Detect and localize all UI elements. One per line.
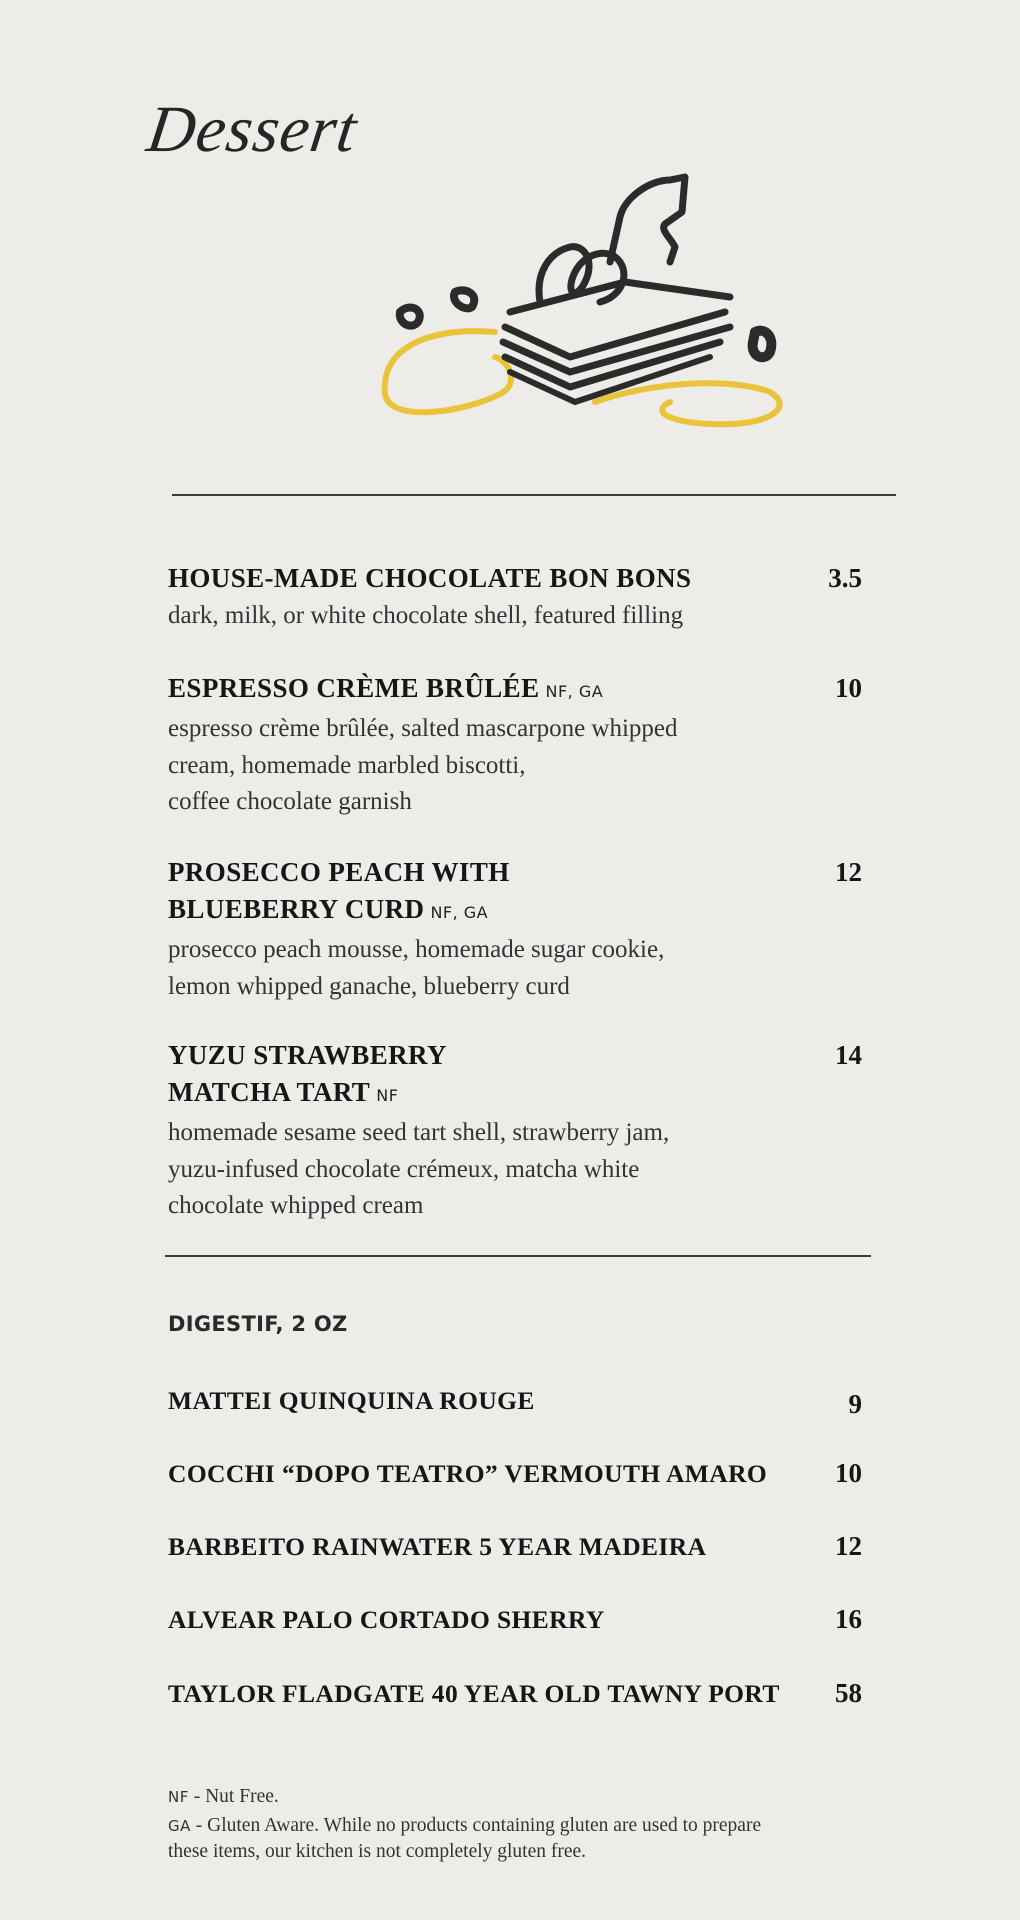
menu-item <box>168 560 862 635</box>
drink-name: ALVEAR PALO CORTADO SHERRY <box>168 1605 605 1634</box>
drink-item <box>168 1601 862 1638</box>
item-description: espresso crème brûlée, salted mascarpone whipped cream, homemade marbled biscotti, coffee chocolate garnish <box>168 715 678 815</box>
dietary-tags: NF <box>376 1086 399 1105</box>
drink-name: COCCHI “DOPO TEATRO” VERMOUTH AMARO <box>168 1459 768 1488</box>
drink-item <box>168 1528 862 1565</box>
drink-price: 12 <box>835 1531 862 1561</box>
item-price: 14 <box>835 1040 862 1070</box>
drink-name: TAYLOR FLADGATE 40 YEAR OLD TAWNY PORT <box>168 1679 780 1708</box>
footnote-nut-free: NF - Nut Free. <box>168 1786 279 1807</box>
menu-item <box>168 670 862 821</box>
item-description: homemade sesame seed tart shell, strawberry jam, yuzu-infused chocolate crémeux, matcha white chocolate whipped cream <box>168 1119 670 1219</box>
item-description: dark, milk, or white chocolate shell, featured filling <box>168 602 684 629</box>
divider-top <box>172 494 896 496</box>
drink-item <box>168 1455 862 1492</box>
drink-item <box>168 1675 862 1712</box>
dessert-cake-sketch-icon <box>370 162 800 442</box>
drink-item <box>168 1382 862 1423</box>
item-name: PROSECCO PEACH WITH BLUEBERRY CURD NF, GA <box>168 857 510 924</box>
digestif-section-label: DIGESTIF, 2 OZ <box>168 1312 348 1336</box>
drink-name: MATTEI QUINQUINA ROUGE <box>168 1386 535 1415</box>
drink-price: 9 <box>848 1389 862 1419</box>
page-title: Dessert <box>142 93 362 166</box>
item-price: 12 <box>835 857 862 887</box>
item-name: YUZU STRAWBERRY MATCHA TART NF <box>168 1040 447 1107</box>
item-description: prosecco peach mousse, homemade sugar cookie, lemon whipped ganache, blueberry curd <box>168 936 665 1000</box>
item-name: HOUSE-MADE CHOCOLATE BON BONS <box>168 563 692 593</box>
menu-item <box>168 1037 862 1225</box>
drink-price: 16 <box>835 1604 862 1634</box>
divider-middle <box>165 1255 871 1257</box>
footnote-gluten-aware: GA - Gluten Aware. While no products containing gluten are used to prepare these items, our kitchen is not completely gluten free. <box>168 1815 762 1862</box>
menu-item <box>168 854 862 1005</box>
drink-price: 10 <box>835 1458 862 1488</box>
dietary-tags: NF, GA <box>545 682 604 701</box>
item-price: 3.5 <box>828 563 862 593</box>
drink-name: BARBEITO RAINWATER 5 YEAR MADEIRA <box>168 1532 707 1561</box>
drink-price: 58 <box>835 1678 862 1708</box>
item-name: ESPRESSO CRÈME BRÛLÉE NF, GA <box>168 673 604 703</box>
item-price: 10 <box>835 673 862 703</box>
dietary-tags: NF, GA <box>430 903 489 922</box>
